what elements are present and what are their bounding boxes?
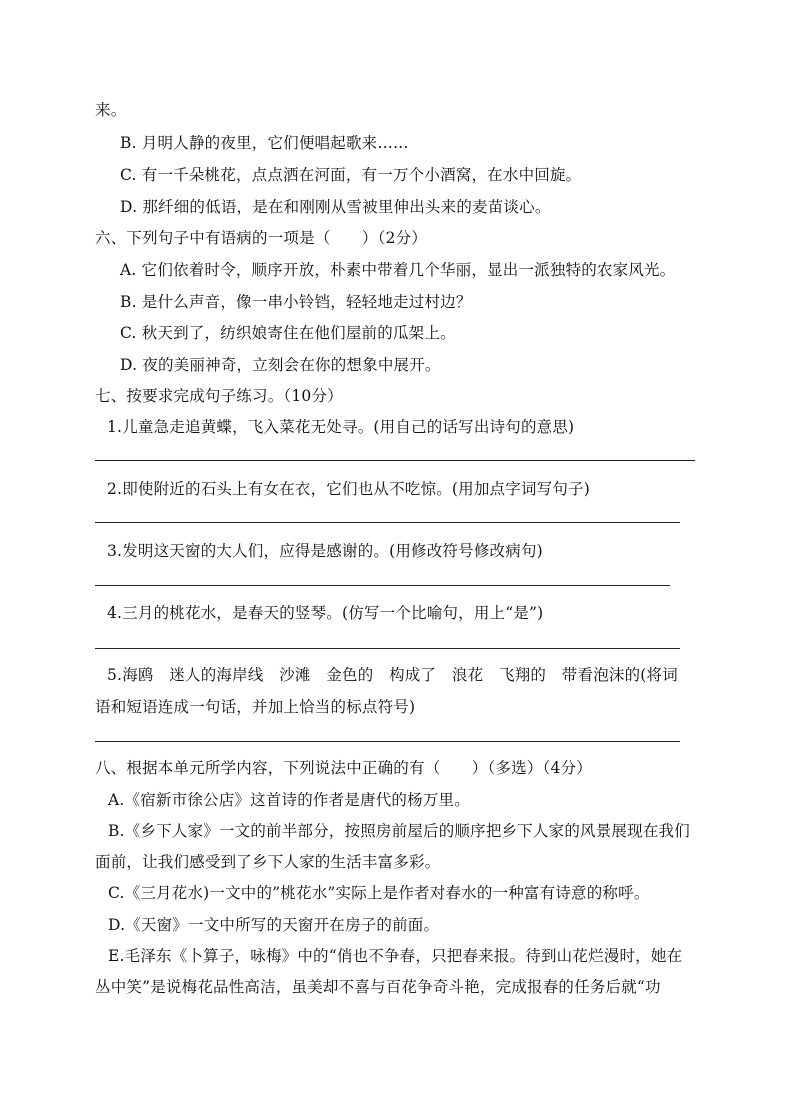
- q6-option-b: B. 是什么声音，像一串小铃铛，轻轻地走过村边？: [120, 293, 472, 311]
- question-7-heading: 七、按要求完成句子练习。（10分）: [95, 387, 343, 405]
- option-c-line: C. 有一千朵桃花，点点洒在河面，有一万个小酒窝，在水中回旋。: [120, 166, 582, 184]
- answer-line-2: [95, 522, 680, 523]
- q8-option-a: A.《宿新市徐公店》这首诗的作者是唐代的杨万里。: [108, 791, 470, 809]
- q8-option-e: E.毛泽东《卜算子，咏梅》中的“俏也不争春，只把春来报。待到山花烂漫时，她在: [108, 947, 683, 965]
- q8-option-b-cont: 面前，让我们感受到了乡下人家的生活丰富多彩。: [95, 853, 441, 871]
- question-6-heading: 六、下列句子中有语病的一项是（ ）（2分）: [95, 229, 428, 247]
- q8-option-b: B.《乡下人家》一文的前半部分，按照房前屋后的顺序把乡下人家的风景展现在我们: [108, 822, 690, 840]
- answer-line-1: [95, 460, 695, 461]
- q7-item-2: 2.即使附近的石头上有女在衣，它们也从不吃惊。(用加点字词写句子): [107, 480, 590, 498]
- q7-item-5: 5.海鸥 迷人的海岸线 沙滩 金色的 构成了 浪花 飞翔的 带看泡沫的(将词: [107, 666, 678, 684]
- q6-option-c: C. 秋天到了，纺织娘寄住在他们屋前的瓜架上。: [120, 324, 456, 342]
- q6-option-a: A. 它们依着时令，顺序开放，朴素中带着几个华丽，显出一派独特的农家风光。: [120, 261, 676, 279]
- option-d-line: D. 那纤细的低语，是在和刚刚从雪被里伸出头来的麦苗谈心。: [120, 198, 551, 216]
- q7-item-4: 4.三月的桃花水，是春天的竖琴。(仿写一个比喻句，用上“是”): [107, 604, 544, 622]
- question-8-heading: 八、根据本单元所学内容，下列说法中正确的有（ ）（多选）（4分）: [95, 759, 592, 777]
- q8-option-c: C.《三月花水)一文中的”桃花水”实际上是作者对春水的一种富有诗意的称呼。: [108, 884, 650, 902]
- q7-item-5-cont: 语和短语连成一句话，并加上恰当的标点符号): [95, 698, 416, 716]
- q8-option-d: D.《天窗》一文中所写的天窗开在房子的前面。: [108, 916, 440, 934]
- option-b-line: B. 月明人静的夜里，它们便唱起歌来……: [120, 134, 409, 152]
- answer-line-3: [95, 585, 670, 586]
- answer-line-5: [95, 741, 680, 742]
- text-line-continuation: 来。: [95, 101, 127, 119]
- q7-item-3: 3.发明这天窗的大人们，应得是感谢的。(用修改符号修改病句): [107, 542, 543, 560]
- answer-line-4: [95, 648, 680, 649]
- q7-item-1: 1.儿童急走追黄蝶，飞入菜花无处寻。(用自己的话写出诗句的意思): [107, 418, 575, 436]
- q6-option-d: D. 夜的美丽神奇，立刻会在你的想象中展开。: [120, 356, 441, 374]
- q8-option-e-cont: 丛中笑”是说梅花品性高洁，虽美却不喜与百花争奇斗艳，完成报春的任务后就“功: [95, 978, 661, 996]
